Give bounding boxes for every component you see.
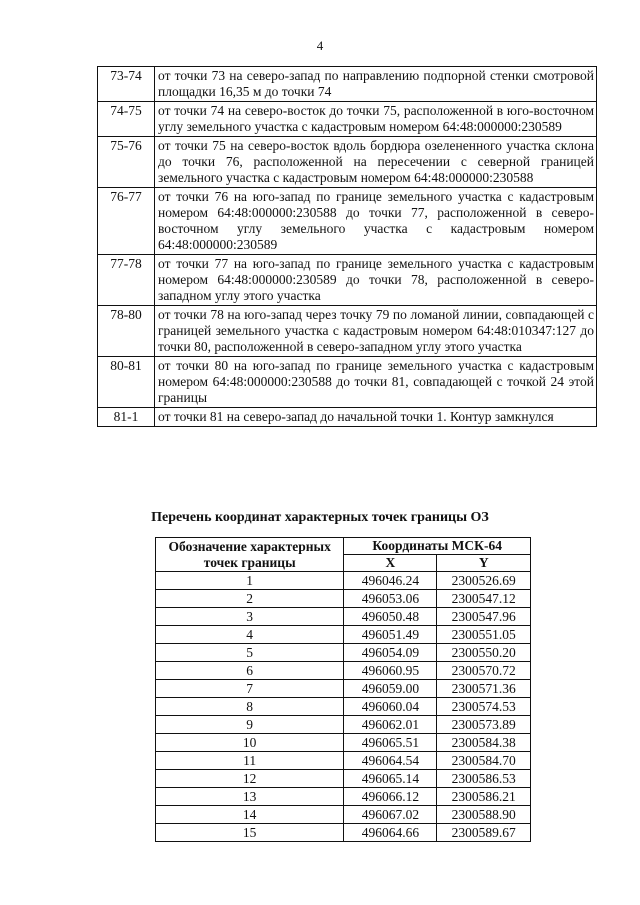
segment-id: 74-75 [98, 102, 155, 137]
y-coordinate-cell: 2300589.67 [437, 824, 531, 842]
point-cell: 8 [156, 698, 344, 716]
table-row [98, 408, 597, 427]
point-column-header: Обозначение характерных точек границы [156, 538, 344, 572]
segment-description: от точки 78 на юго-запад через точку 79 по ломаной линии, совпадающей с границей земельного участка с кадастровым номером 64:48:010347:127 до точки 80, расположенной в северо-западном углу этого участка [155, 306, 597, 357]
y-coordinate-cell: 2300551.05 [437, 626, 531, 644]
table-row [156, 734, 531, 752]
x-coordinate-cell: 496051.49 [344, 626, 437, 644]
table-row [156, 716, 531, 734]
point-cell: 10 [156, 734, 344, 752]
x-coordinate-cell: 496054.09 [344, 644, 437, 662]
table-row [98, 306, 597, 357]
table-row [156, 662, 531, 680]
y-coordinate-cell: 2300570.72 [437, 662, 531, 680]
point-cell: 1 [156, 572, 344, 590]
x-coordinate-cell: 496065.51 [344, 734, 437, 752]
point-cell: 9 [156, 716, 344, 734]
segment-id: 73-74 [98, 67, 155, 102]
y-coordinate-cell: 2300550.20 [437, 644, 531, 662]
y-column-header: Y [437, 555, 531, 572]
y-coordinate-cell: 2300584.70 [437, 752, 531, 770]
coordinates-table [155, 537, 531, 842]
table-row [98, 357, 597, 408]
point-cell: 12 [156, 770, 344, 788]
x-coordinate-cell: 496059.00 [344, 680, 437, 698]
table-row [156, 770, 531, 788]
table-row [156, 644, 531, 662]
table-row [156, 626, 531, 644]
table-header-row [156, 538, 531, 555]
y-coordinate-cell: 2300586.53 [437, 770, 531, 788]
segment-id: 77-78 [98, 255, 155, 306]
coordinates-table-body [156, 572, 531, 842]
boundary-segments-table [97, 66, 597, 427]
y-coordinate-cell: 2300526.69 [437, 572, 531, 590]
point-cell: 6 [156, 662, 344, 680]
point-cell: 2 [156, 590, 344, 608]
table-row [98, 137, 597, 188]
point-cell: 7 [156, 680, 344, 698]
table-row [156, 590, 531, 608]
x-coordinate-cell: 496064.54 [344, 752, 437, 770]
table-row [98, 67, 597, 102]
x-coordinate-cell: 496065.14 [344, 770, 437, 788]
x-coordinate-cell: 496060.95 [344, 662, 437, 680]
point-cell: 13 [156, 788, 344, 806]
x-coordinate-cell: 496053.06 [344, 590, 437, 608]
segment-description: от точки 81 на северо-запад до начальной точки 1. Контур замкнулся [155, 408, 597, 427]
y-coordinate-cell: 2300574.53 [437, 698, 531, 716]
x-coordinate-cell: 496060.04 [344, 698, 437, 716]
segment-description: от точки 80 на юго-запад по границе земельного участка с кадастровым номером 64:48:000000:230588 до точки 81, совпадающей с точкой 24 этой границы [155, 357, 597, 408]
x-coordinate-cell: 496064.66 [344, 824, 437, 842]
point-cell: 11 [156, 752, 344, 770]
x-coordinate-cell: 496066.12 [344, 788, 437, 806]
x-column-header: X [344, 555, 437, 572]
segment-description: от точки 74 на северо-восток до точки 75, расположенной в юго-восточном углу земельного участка с кадастровым номером 64:48:000000:230589 [155, 102, 597, 137]
y-coordinate-cell: 2300547.12 [437, 590, 531, 608]
y-coordinate-cell: 2300573.89 [437, 716, 531, 734]
segment-id: 76-77 [98, 188, 155, 255]
point-cell: 5 [156, 644, 344, 662]
table-row [98, 102, 597, 137]
table-row [156, 698, 531, 716]
table-row [156, 572, 531, 590]
segment-description: от точки 75 на северо-восток вдоль бордюра озелененного участка склона до точки 76, расположенной на пересечении с северной границей земельного участка с кадастровым номером 64:48:000000:230588 [155, 137, 597, 188]
segment-id: 75-76 [98, 137, 155, 188]
table-row [98, 255, 597, 306]
point-cell: 4 [156, 626, 344, 644]
x-coordinate-cell: 496046.24 [344, 572, 437, 590]
segment-id: 78-80 [98, 306, 155, 357]
x-coordinate-cell: 496050.48 [344, 608, 437, 626]
table-row [156, 806, 531, 824]
coords-column-header: Координаты МСК-64 [344, 538, 531, 555]
table-row [156, 680, 531, 698]
coordinates-title: Перечень координат характерных точек границы ОЗ [151, 510, 489, 525]
table-row [156, 752, 531, 770]
y-coordinate-cell: 2300571.36 [437, 680, 531, 698]
segment-description: от точки 77 на юго-запад по границе земельного участка с кадастровым номером 64:48:000000:230589 до точки 78, расположенной в северо-западном углу этого участка [155, 255, 597, 306]
x-coordinate-cell: 496067.02 [344, 806, 437, 824]
y-coordinate-cell: 2300586.21 [437, 788, 531, 806]
segment-description: от точки 76 на юго-запад по границе земельного участка с кадастровым номером 64:48:000000:230588 до точки 77, расположенной в северо-восточном углу земельного участка с кадастровым номером 64:48:000000:230589 [155, 188, 597, 255]
table-row [156, 788, 531, 806]
y-coordinate-cell: 2300588.90 [437, 806, 531, 824]
segment-description: от точки 73 на северо-запад по направлению подпорной стенки смотровой площадки 16,35 м до точки 74 [155, 67, 597, 102]
y-coordinate-cell: 2300547.96 [437, 608, 531, 626]
segment-id: 81-1 [98, 408, 155, 427]
segment-id: 80-81 [98, 357, 155, 408]
x-coordinate-cell: 496062.01 [344, 716, 437, 734]
page-number: 4 [316, 38, 324, 53]
y-coordinate-cell: 2300584.38 [437, 734, 531, 752]
point-cell: 14 [156, 806, 344, 824]
table-row [98, 188, 597, 255]
table-row [156, 824, 531, 842]
table-row [156, 608, 531, 626]
point-cell: 3 [156, 608, 344, 626]
point-cell: 15 [156, 824, 344, 842]
